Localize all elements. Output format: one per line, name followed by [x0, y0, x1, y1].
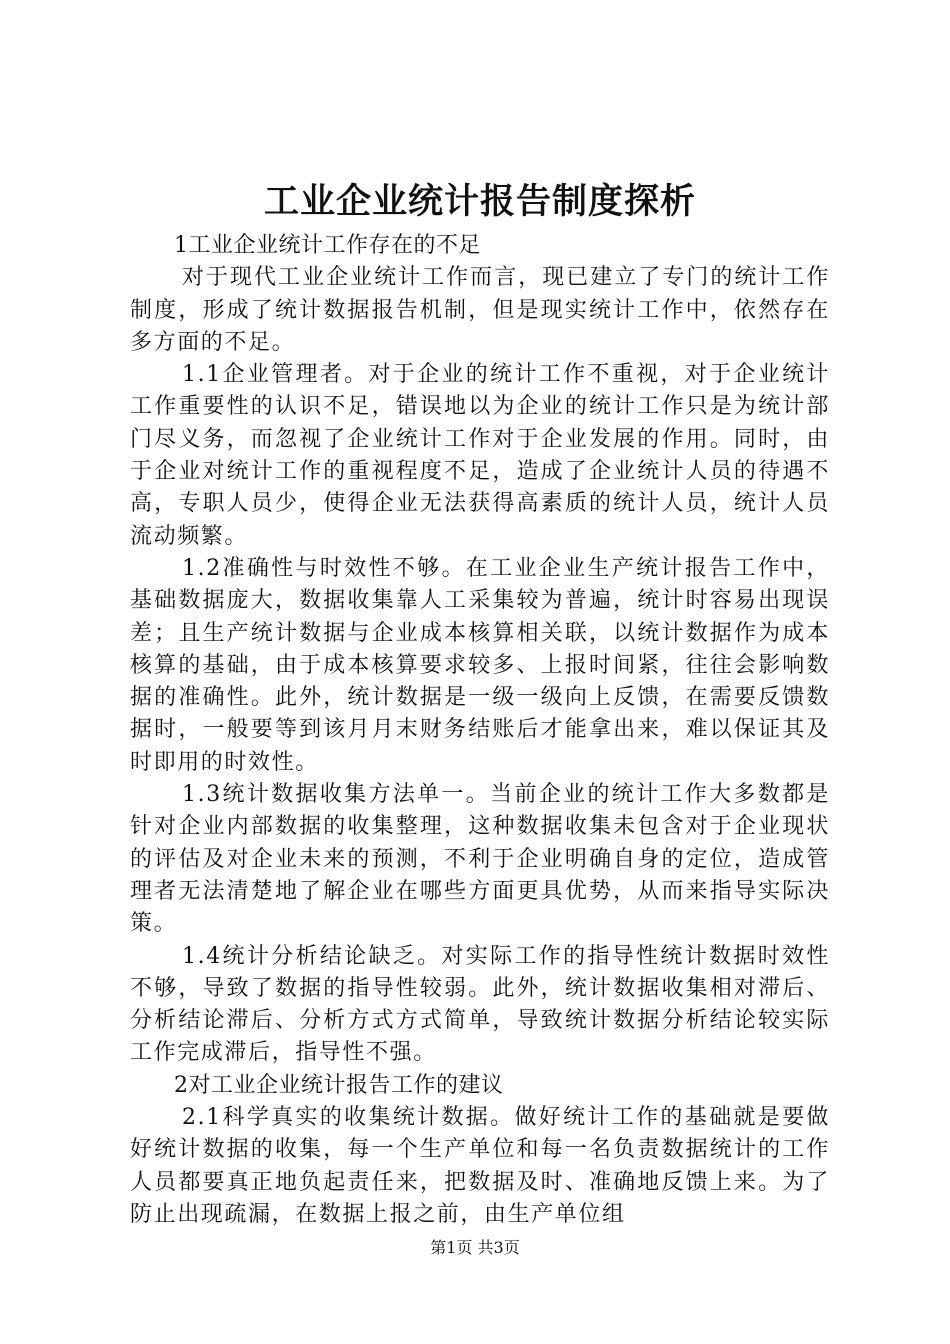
- document-page: [130, 180, 830, 1231]
- section-heading: 1工业企业统计工作存在的不足: [174, 233, 481, 258]
- paragraph: 对于现代工业企业统计工作而言，现已建立了专门的统计工作制度，形成了统计数据报告机制，但是现实统计工作中，依然存在多方面的不足。: [130, 265, 830, 355]
- paragraph: 1.3统计数据收集方法单一。当前企业的统计工作大多数都是针对企业内部数据的收集整理，这种数据收集未包含对于企业现状的评估及对企业未来的预测，不利于企业明确自身的定位，造成管理者无法清楚地了解企业在哪些方面更具优势，从而来指导实际决策。: [130, 782, 830, 937]
- paragraph: 1.4统计分析结论缺乏。对实际工作的指导性统计数据时效性不够，导致了数据的指导性较弱。此外，统计数据收集相对滞后、分析结论滞后、分析方式方式简单，导致统计数据分析结论较实际工作完成滞后，指导性不强。: [130, 943, 830, 1066]
- section-heading: 2对工业企业统计报告工作的建议: [174, 1072, 504, 1098]
- page-footer: 第1页 共3页: [430, 1238, 520, 1257]
- paragraph: 1.2准确性与时效性不够。在工业企业生产统计报告工作中，基础数据庞大，数据收集靠人工采集较为普遍，统计时容易出现误差；且生产统计数据与企业成本核算相关联，以统计数据作为成本核算的基础，由于成本核算要求较多、上报时间紧，往往会影响数据的准确性。此外，统计数据是一级一级向上反馈，在需要反馈数据时，一般要等到该月月末财务结账后才能拿出来，难以保证其及时即用的时效性。: [130, 555, 830, 775]
- paragraph: 2.1科学真实的收集统计数据。做好统计工作的基础就是要做好统计数据的收集，每一个生产单位和每一名负责数据统计的工作人员都要真正地负起责任来，把数据及时、准确地反馈上来。为了防止出现疏漏，在数据上报之前，由生产单位组: [130, 1105, 830, 1227]
- paragraph: 1.1企业管理者。对于企业的统计工作不重视，对于企业统计工作重要性的认识不足，错误地以为企业的统计工作只是为统计部门尽义务，而忽视了企业统计工作对于企业发展的作用。同时，由于企业对统计工作的重视程度不足，造成了企业统计人员的待遇不高，专职人员少，使得企业无法获得高素质的统计人员，统计人员流动频繁。: [130, 362, 830, 549]
- document-title: 工业企业统计报告制度探析: [263, 181, 696, 222]
